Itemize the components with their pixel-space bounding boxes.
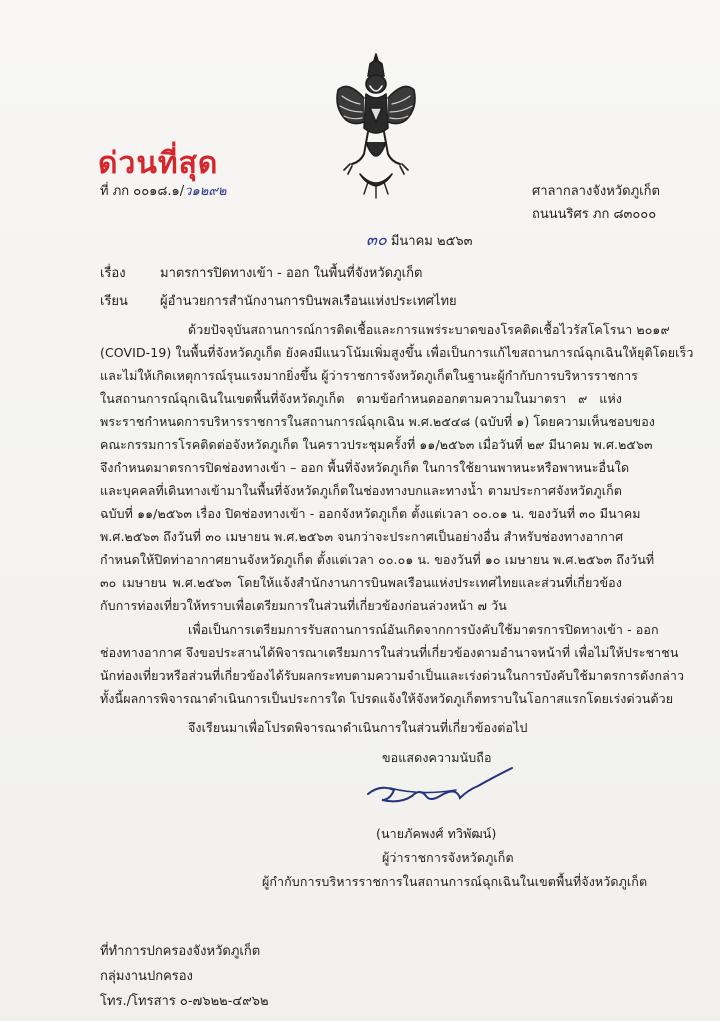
signature-icon [360, 760, 530, 820]
signer-title: ผู้ว่าราชการจังหวัดภูเก็ต [382, 850, 514, 865]
document-number-handwritten: ว๑๒๙๒ [184, 184, 227, 199]
paragraph-line: คณะกรรมการโรคติดต่อจังหวัดภูเก็ต ในคราวประชุมครั้งที่ ๑๑/๒๕๖๓ เมื่อวันที่ ๒๙ มีนาคม พ.ศ.๒๕๖๓ [100, 437, 653, 452]
document-number [100, 180, 226, 201]
document-number-printed: ที่ ภก ๐๐๑๘.๑/ [100, 184, 185, 199]
sender-office-line1: ศาลากลางจังหวัดภูเก็ต [532, 184, 660, 199]
sender-office-line2: ถนนนริศร ภก ๘๓๐๐๐ [532, 207, 657, 222]
body-paragraph-3: จึงเรียนมาเพื่อโปรดพิจารณาดำเนินการในส่วนที่เกี่ยวข้องต่อไป [188, 720, 528, 735]
paragraph-line: (COVID-19) ในพื้นที่จังหวัดภูเก็ต ยังคงมีแนวโน้มเพิ่มสูงขึ้น เพื่อเป็นการแก้ไขสถานการณ์ฉุกเฉินให้ยุติโดยเร็ว [100, 345, 694, 360]
signer-name: (นายภัคพงศ์ ทวิพัฒน์) [376, 826, 497, 841]
paragraph-line: พระราชกำหนดการบริหารราชการในสถานการณ์ฉุกเฉิน พ.ศ.๒๕๔๘ (ฉบับที่ ๑) โดยความเห็นชอบของ [100, 414, 656, 429]
urgency-label: ด่วนที่สุด [98, 146, 219, 181]
footer-office: ที่ทำการปกครองจังหวัดภูเก็ต [100, 944, 261, 959]
paragraph-line: ฉบับที่ ๑๑/๒๕๖๓ เรื่อง ปิดช่องทางเข้า - ออกจังหวัดภูเก็ต ตั้งแต่เวลา ๐๐.๐๑ น. ของวันที่ ๓๐ มีนาคม [100, 506, 641, 521]
paragraph-line: ทั้งนี้ผลการพิจารณาดำเนินการเป็นประการใด โปรดแจ้งให้จังหวัดภูเก็ตทราบในโอกาสแรกโดยเร่งด่วนด้วย [100, 691, 674, 706]
footer-phone: โทร./โทรสาร ๐-๗๖๒๒-๔๙๖๒ [100, 994, 269, 1009]
paragraph-line: จึงกำหนดมาตรการปิดช่องทางเข้า – ออก พื้นที่จังหวัดภูเก็ต ในการใช้ยานพาหนะหรือพาหนะอื่นใด [100, 460, 630, 475]
closing-salutation: ขอแสดงความนับถือ [382, 750, 492, 765]
body-paragraph-2 [100, 618, 685, 710]
paragraph-line: ช่องทางอากาศ จึงขอประสานได้พิจารณาเตรียมการในส่วนที่เกี่ยวข้องตามอำนาจหน้าที่ เพื่อไม่ให้ประชาชน [100, 645, 679, 660]
letter-date [366, 228, 473, 253]
body-paragraph-1 [100, 318, 694, 617]
paragraph-line: และบุคคลที่เดินทางเข้ามาในพื้นที่จังหวัดภูเก็ตในช่องทางบกและทางน้ำ ตามประกาศจังหวัดภูเก็ต [100, 483, 622, 498]
paragraph-line: นักท่องเที่ยวหรือส่วนที่เกี่ยวข้องได้รับผลกระทบตามความจำเป็นและเร่งด่วนในการบังคับใช้มาตรการดังกล่าว [100, 668, 685, 683]
footer-division: กลุ่มงานปกครอง [100, 969, 193, 984]
paragraph-line: ด้วยปัจจุบันสถานการณ์การติดเชื้อและการแพร่ระบาดของโรคติดเชื้อไวรัสโคโรนา ๒๐๑๙ [188, 322, 670, 337]
paragraph-line: เพื่อเป็นการเตรียมการรับสถานการณ์อันเกิดจากการบังคับใช้มาตรการปิดทางเข้า - ออก [188, 622, 659, 637]
garuda-emblem-icon [330, 50, 422, 200]
date-day-handwritten: ๓๐ [366, 230, 387, 249]
paragraph-line: พ.ศ.๒๕๖๓ ถึงวันที่ ๓๐ เมษายน พ.ศ.๒๕๖๓ จนกว่าจะประกาศเป็นอย่างอื่น สำหรับช่องทางอากาศ [100, 529, 624, 544]
paragraph-line: และไม่ให้เกิดเหตุการณ์รุนแรงมากยิ่งขึ้น ผู้ว่าราชการจังหวัดภูเก็ตในฐานะผู้กำกับการบริหารราชการ [100, 368, 638, 383]
recipient-label: เรียน [100, 294, 128, 309]
recipient-value: ผู้อำนวยการสำนักงานการบินพลเรือนแห่งประเทศไทย [160, 294, 457, 309]
date-month-year: มีนาคม ๒๕๖๓ [390, 234, 473, 249]
paragraph-line: กำหนดให้ปิดท่าอากาศยานจังหวัดภูเก็ต ตั้งแต่เวลา ๐๐.๐๑ น. ของวันที่ ๑๐ เมษายน พ.ศ.๒๕๖๓ ถึงวันที่ [100, 552, 655, 567]
paragraph-line: ในสถานการณ์ฉุกเฉินในเขตพื้นที่จังหวัดภูเก็ต ตามข้อกำหนดออกตามความในมาตรา ๙ แห่ง [100, 391, 622, 406]
paragraph-line: ๓๐ เมษายน พ.ศ.๒๕๖๓ โดยให้แจ้งสำนักงานการบินพลเรือนแห่งประเทศไทยและส่วนที่เกี่ยวข้อง [100, 575, 622, 590]
signer-role: ผู้กำกับการบริหารราชการในสถานการณ์ฉุกเฉินในเขตพื้นที่จังหวัดภูเก็ต [262, 874, 648, 889]
paragraph-line: กับการท่องเที่ยวให้ทราบเพื่อเตรียมการในส่วนที่เกี่ยวข้องก่อนล่วงหน้า ๗ วัน [100, 598, 507, 613]
subject-value: มาตรการปิดทางเข้า - ออก ในพื้นที่จังหวัดภูเก็ต [160, 266, 423, 281]
subject-label: เรื่อง [100, 266, 126, 281]
